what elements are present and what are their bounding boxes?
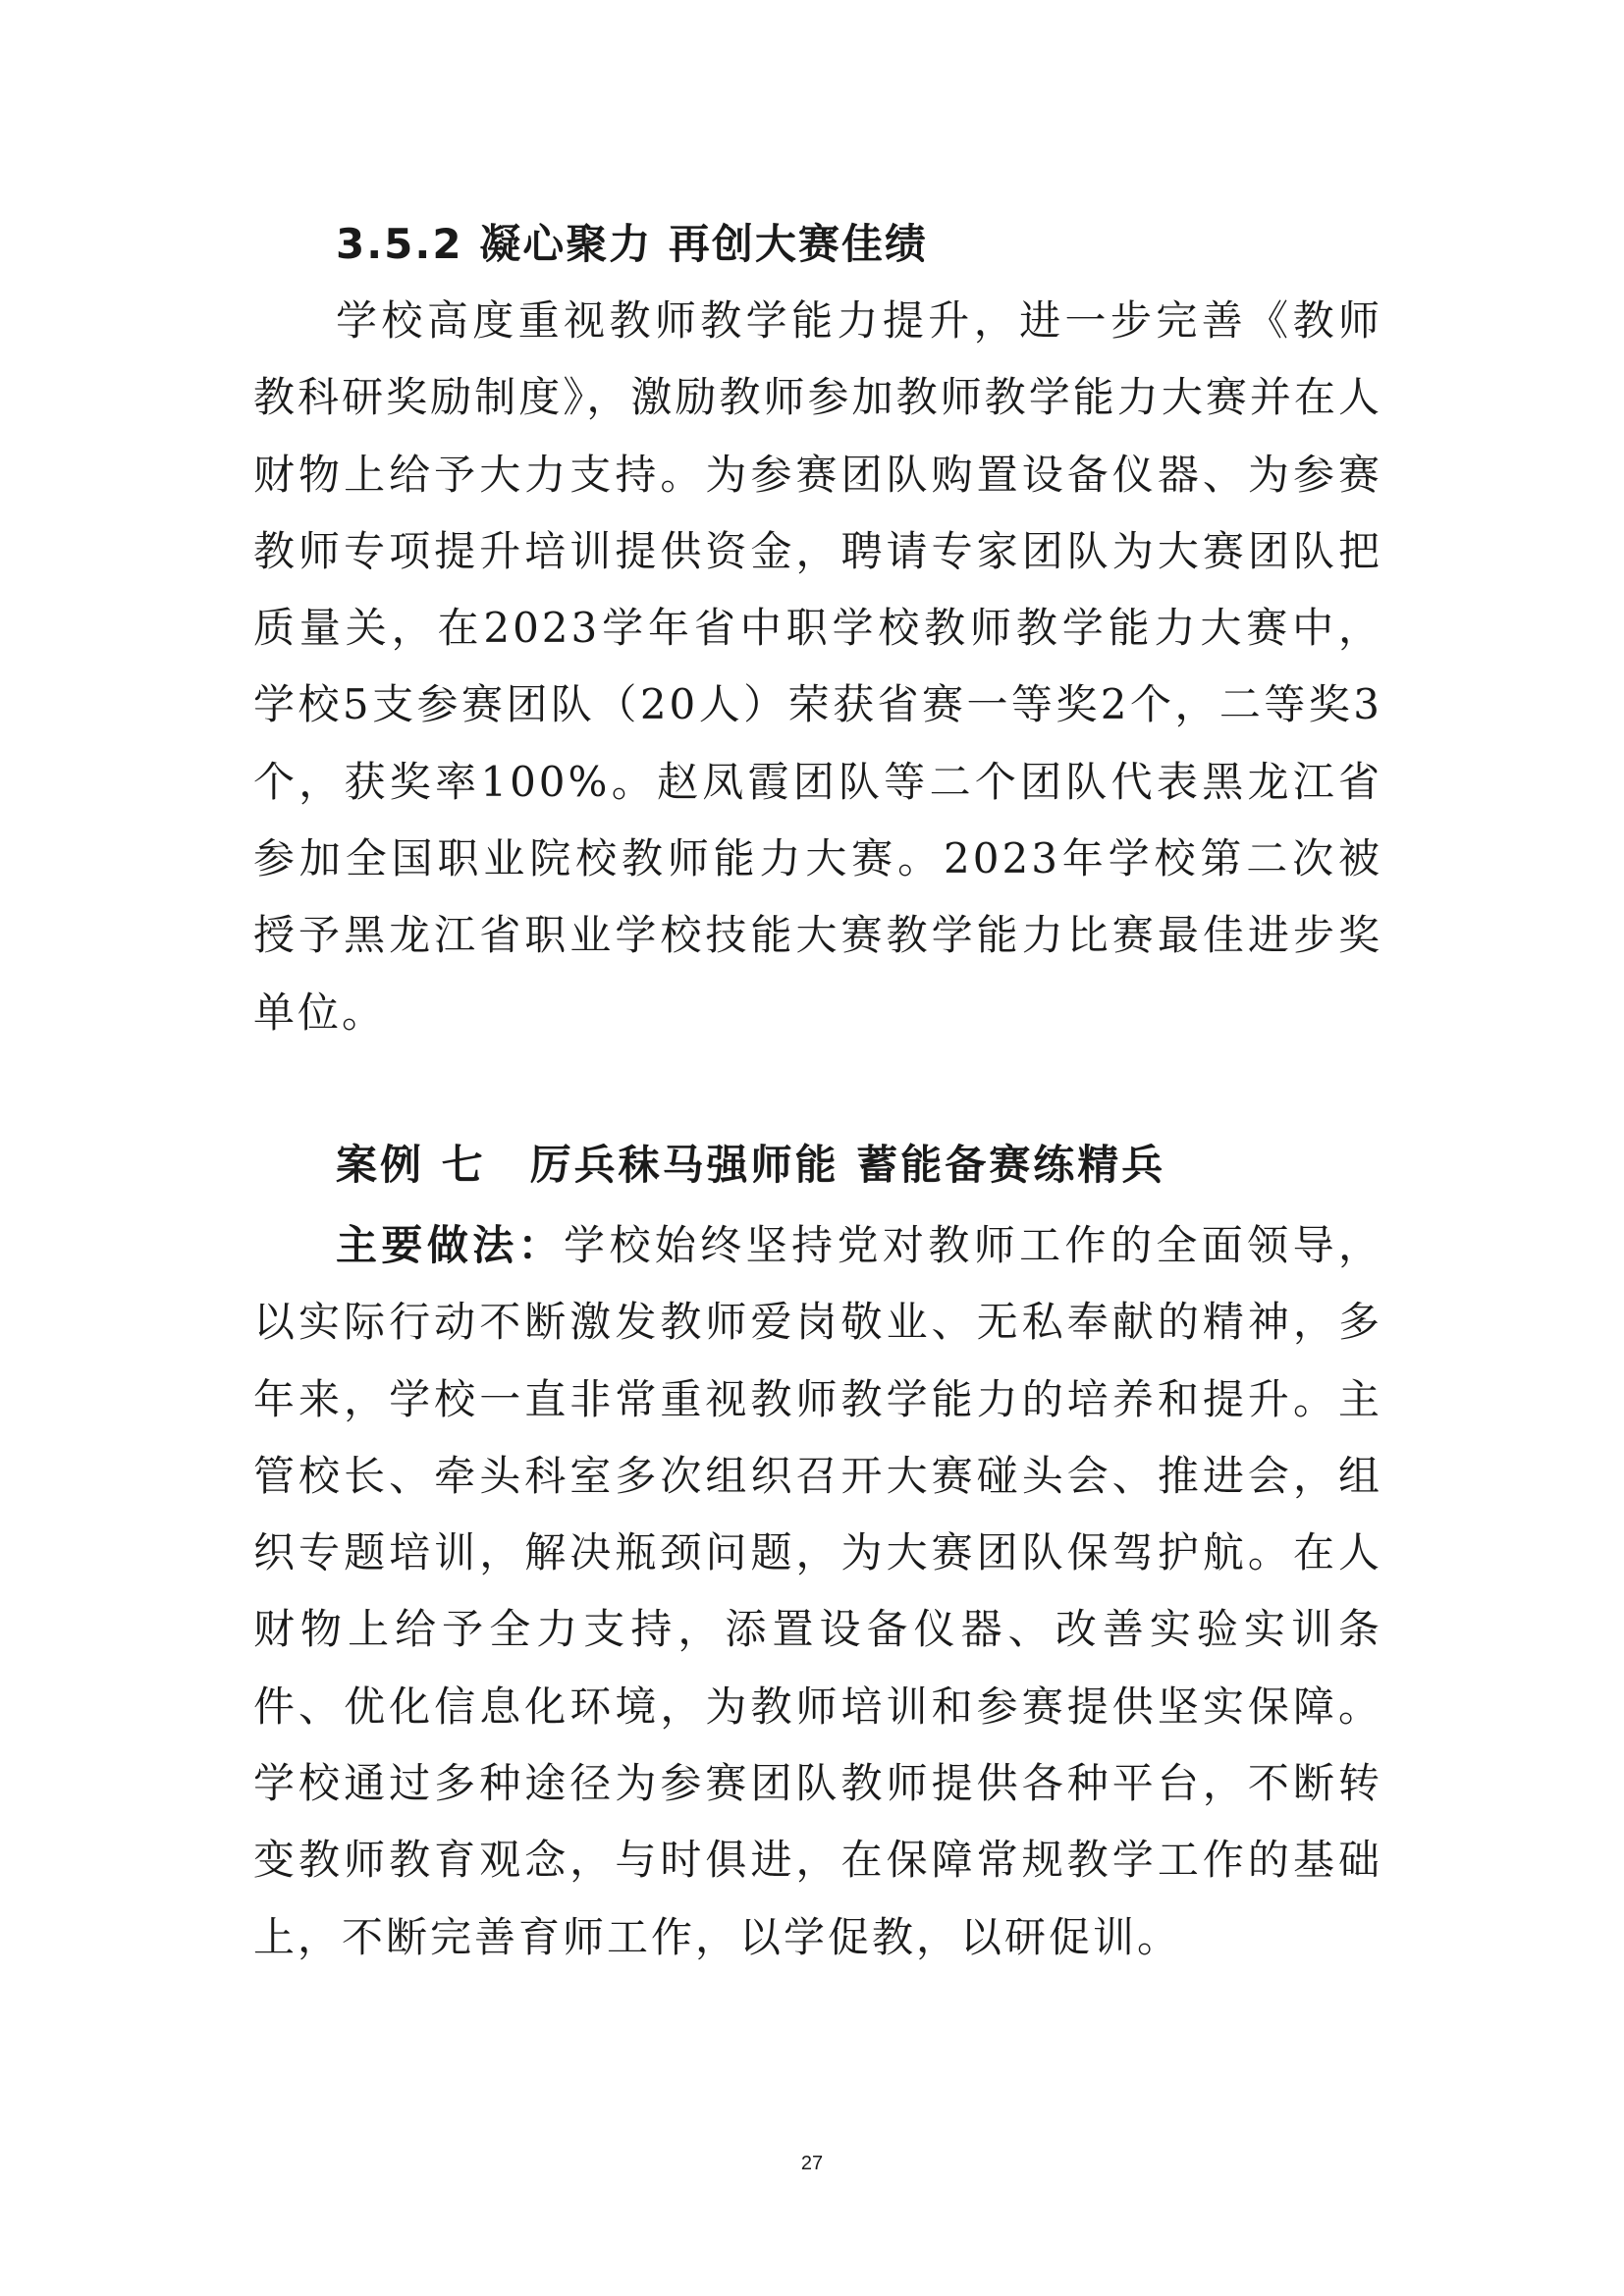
case-title: 案例 七 厉兵秣马强师能 蓄能备赛练精兵 [336, 1141, 1166, 1189]
section-title: 3.5.2 凝心聚力 再创大赛佳绩 [336, 220, 928, 268]
section-paragraph: 学校高度重视教师教学能力提升，进一步完善《教师教科研奖励制度》，激励教师参加教师教学能力大赛并在人财物上给予大力支持。为参赛团队购置设备仪器、为参赛教师专项提升培训提供资金，聘请专家团队为大赛团队把质量关，在2023学年省中职学校教师教学能力大赛中，学校5支参赛团队（20人）荣获省赛一等奖2个，二等奖3个，获奖率100%。赵凤霞团队等二个团队代表黑龙江省参加全国职业院校教师能力大赛。2023年学校第二次被授予黑龙江省职业学校技能大赛教学能力比赛最佳进步奖单位。 [253, 296, 1382, 1037]
case-paragraph [253, 1207, 1382, 1976]
case-lead-label: 主要做法： [336, 1221, 565, 1269]
page-number: 27 [800, 2153, 824, 2174]
case-body-text: 学校始终坚持党对教师工作的全面领导，以实际行动不断激发教师爱岗敬业、无私奉献的精神，多年来，学校一直非常重视教师教学能力的培养和提升。主管校长、牵头科室多次组织召开大赛碰头会、推进会，组织专题培训，解决瓶颈问题，为大赛团队保驾护航。在人财物上给予全力支持，添置设备仪器、改善实验实训条件、优化信息化环境，为教师培训和参赛提供坚实保障。学校通过多种途径为参赛团队教师提供各种平台，不断转变教师教育观念，与时俱进，在保障常规教学工作的基础上，不断完善育师工作，以学促教，以研促训。 [253, 1221, 1382, 1961]
